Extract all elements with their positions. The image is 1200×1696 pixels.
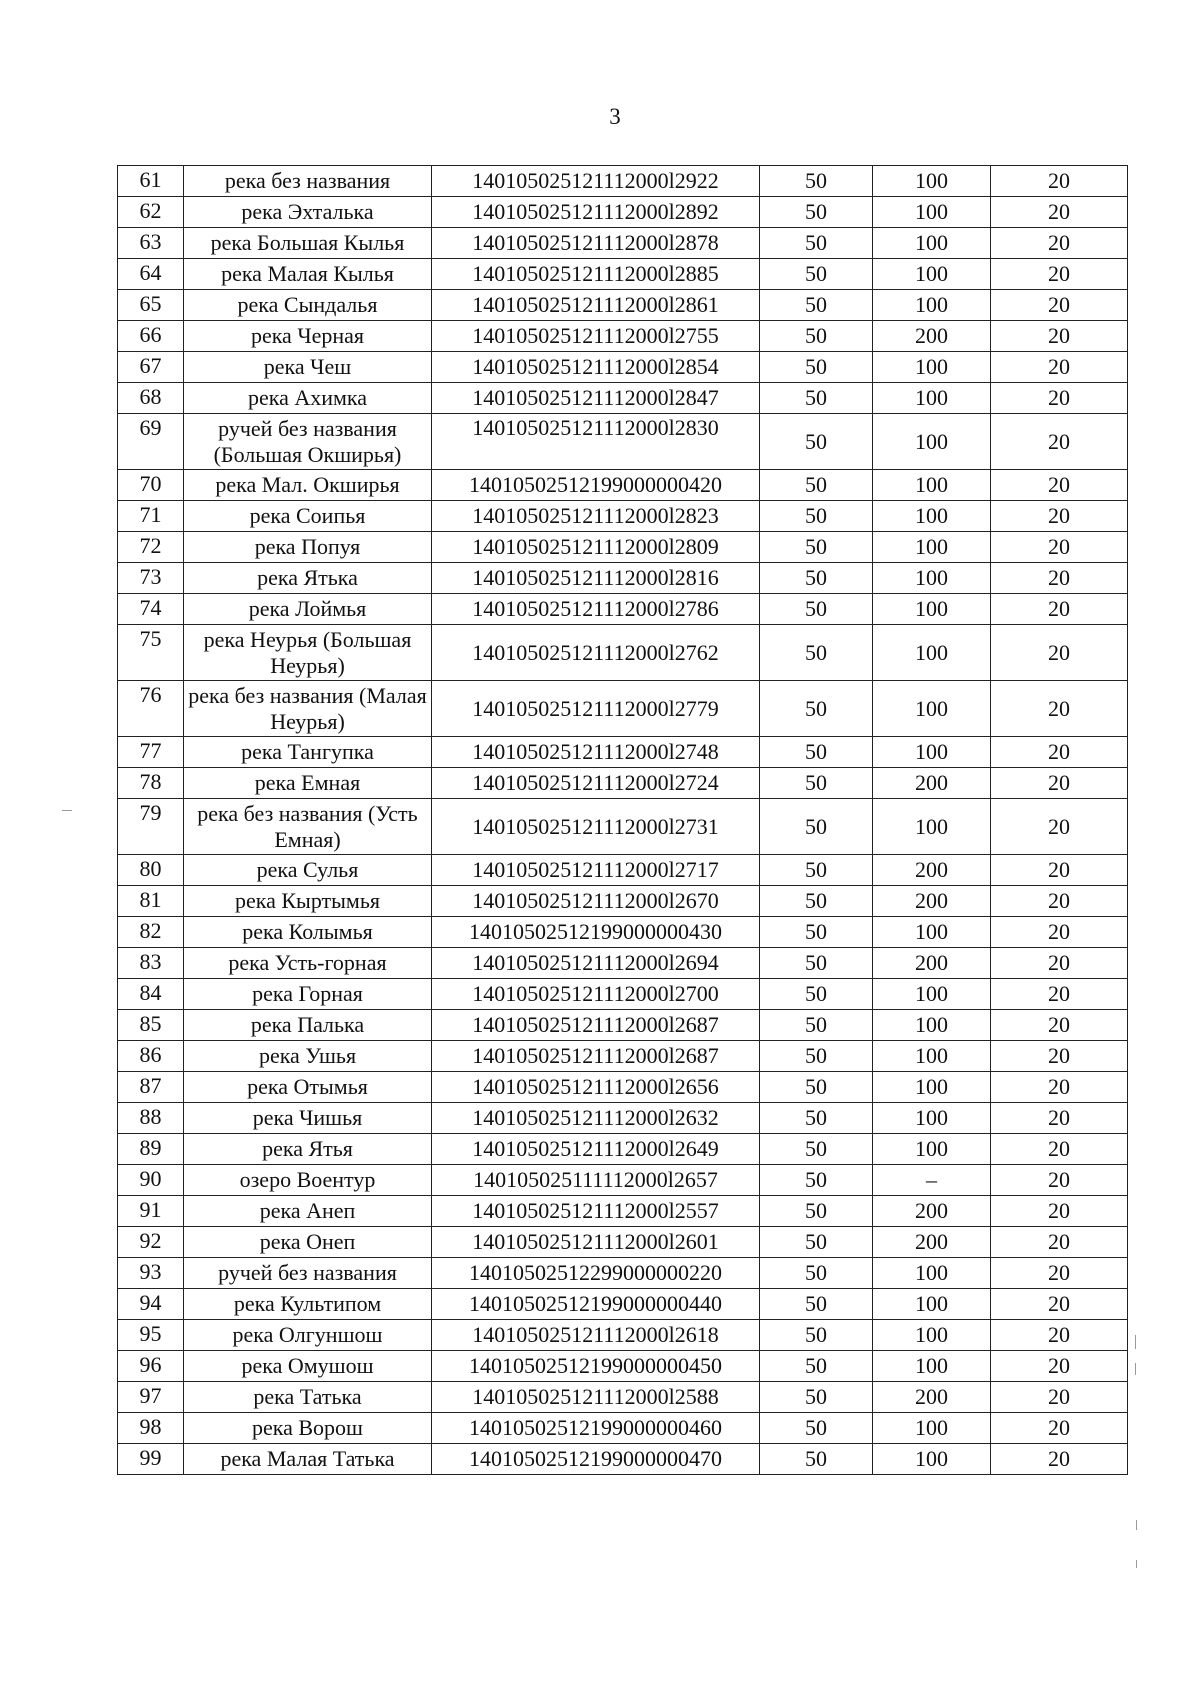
table-row — [118, 352, 1128, 383]
water-body-name: река Усть-горная — [184, 948, 432, 979]
row-number: 93 — [118, 1258, 184, 1289]
value-c: 20 — [991, 166, 1128, 197]
registry-code: 14010502512299000000220 — [432, 1258, 760, 1289]
value-a: 50 — [760, 1382, 873, 1413]
value-b: 100 — [873, 166, 991, 197]
value-b: 100 — [873, 532, 991, 563]
registry-code: 140105025121112000l2687 — [432, 1041, 760, 1072]
water-body-name: река Черная — [184, 321, 432, 352]
table-row — [118, 228, 1128, 259]
water-body-name: река Анеп — [184, 1196, 432, 1227]
table-row — [118, 737, 1128, 768]
table-row — [118, 855, 1128, 886]
value-a: 50 — [760, 166, 873, 197]
value-c: 20 — [991, 352, 1128, 383]
value-c: 20 — [991, 1351, 1128, 1382]
registry-code: 140105025121112000l2762 — [432, 625, 760, 681]
value-a: 50 — [760, 799, 873, 855]
value-a: 50 — [760, 290, 873, 321]
value-a: 50 — [760, 383, 873, 414]
value-b: 100 — [873, 1041, 991, 1072]
value-c: 20 — [991, 1382, 1128, 1413]
water-body-name: река Эхталька — [184, 197, 432, 228]
row-number: 94 — [118, 1289, 184, 1320]
value-b: 100 — [873, 352, 991, 383]
registry-code: 140105025121112000l2717 — [432, 855, 760, 886]
scan-mark — [1136, 1560, 1137, 1568]
table-row — [118, 681, 1128, 737]
value-c: 20 — [991, 1165, 1128, 1196]
water-body-name: река Чеш — [184, 352, 432, 383]
row-number: 81 — [118, 886, 184, 917]
row-number: 99 — [118, 1444, 184, 1475]
value-a: 50 — [760, 1289, 873, 1320]
value-a: 50 — [760, 948, 873, 979]
table-row — [118, 414, 1128, 470]
row-number: 69 — [118, 414, 184, 470]
row-number: 83 — [118, 948, 184, 979]
row-number: 78 — [118, 768, 184, 799]
value-b: 200 — [873, 1227, 991, 1258]
water-body-name: ручей без названия — [184, 1258, 432, 1289]
value-a: 50 — [760, 1103, 873, 1134]
value-b: 100 — [873, 563, 991, 594]
table-row — [118, 259, 1128, 290]
water-body-name: река Олгуншош — [184, 1320, 432, 1351]
scan-mark — [1135, 1335, 1136, 1349]
registry-code: 140105025121112000l2922 — [432, 166, 760, 197]
registry-code: 140105025111112000l2657 — [432, 1165, 760, 1196]
row-number: 63 — [118, 228, 184, 259]
row-number: 76 — [118, 681, 184, 737]
table-row — [118, 1196, 1128, 1227]
registry-code: 140105025121112000l2557 — [432, 1196, 760, 1227]
row-number: 92 — [118, 1227, 184, 1258]
table-row — [118, 799, 1128, 855]
value-a: 50 — [760, 352, 873, 383]
value-c: 20 — [991, 1227, 1128, 1258]
row-number: 79 — [118, 799, 184, 855]
value-b: 100 — [873, 1103, 991, 1134]
table-row — [118, 470, 1128, 501]
registry-code: 14010502512199000000470 — [432, 1444, 760, 1475]
value-c: 20 — [991, 1413, 1128, 1444]
value-a: 50 — [760, 594, 873, 625]
water-body-name: река Ахимка — [184, 383, 432, 414]
row-number: 95 — [118, 1320, 184, 1351]
value-b: 100 — [873, 917, 991, 948]
registry-code: 140105025121112000l2892 — [432, 197, 760, 228]
value-b: 100 — [873, 1320, 991, 1351]
row-number: 96 — [118, 1351, 184, 1382]
value-c: 20 — [991, 414, 1128, 470]
row-number: 61 — [118, 166, 184, 197]
registry-code: 140105025121112000l2694 — [432, 948, 760, 979]
table-row — [118, 594, 1128, 625]
row-number: 85 — [118, 1010, 184, 1041]
value-c: 20 — [991, 1258, 1128, 1289]
value-b: 200 — [873, 321, 991, 352]
value-c: 20 — [991, 768, 1128, 799]
value-b: 100 — [873, 290, 991, 321]
water-body-name: река Сындалья — [184, 290, 432, 321]
water-body-name: река Лоймья — [184, 594, 432, 625]
value-b: 200 — [873, 768, 991, 799]
water-body-name: река Большая Кылья — [184, 228, 432, 259]
value-b: 100 — [873, 501, 991, 532]
row-number: 86 — [118, 1041, 184, 1072]
value-b: 100 — [873, 1258, 991, 1289]
water-bodies-table — [117, 165, 1128, 1475]
water-body-name: река Ятька — [184, 563, 432, 594]
value-b: 200 — [873, 886, 991, 917]
table-row — [118, 166, 1128, 197]
value-a: 50 — [760, 625, 873, 681]
value-b: 100 — [873, 594, 991, 625]
row-number: 62 — [118, 197, 184, 228]
value-a: 50 — [760, 259, 873, 290]
value-a: 50 — [760, 1196, 873, 1227]
value-b: 200 — [873, 948, 991, 979]
value-a: 50 — [760, 1258, 873, 1289]
value-a: 50 — [760, 1413, 873, 1444]
registry-code: 140105025121112000l2830 — [432, 414, 760, 470]
row-number: 88 — [118, 1103, 184, 1134]
water-body-name: река Ушья — [184, 1041, 432, 1072]
value-a: 50 — [760, 532, 873, 563]
value-b: 100 — [873, 1444, 991, 1475]
value-c: 20 — [991, 1134, 1128, 1165]
water-body-name: ручей без названия (Большая Окширья) — [184, 414, 432, 470]
row-number: 84 — [118, 979, 184, 1010]
water-body-name: озеро Воентур — [184, 1165, 432, 1196]
table-row — [118, 1320, 1128, 1351]
row-number: 77 — [118, 737, 184, 768]
table-row — [118, 1103, 1128, 1134]
value-b: 100 — [873, 737, 991, 768]
registry-code: 140105025121112000l2809 — [432, 532, 760, 563]
row-number: 66 — [118, 321, 184, 352]
table-row — [118, 1010, 1128, 1041]
scan-mark — [1135, 1363, 1136, 1375]
value-b: 100 — [873, 1134, 991, 1165]
table-row — [118, 1165, 1128, 1196]
registry-code: 140105025121112000l2687 — [432, 1010, 760, 1041]
value-b: 100 — [873, 1351, 991, 1382]
value-b: – — [873, 1165, 991, 1196]
row-number: 68 — [118, 383, 184, 414]
value-c: 20 — [991, 1072, 1128, 1103]
row-number: 75 — [118, 625, 184, 681]
value-a: 50 — [760, 917, 873, 948]
registry-code: 14010502512199000000450 — [432, 1351, 760, 1382]
registry-code: 140105025121112000l2700 — [432, 979, 760, 1010]
registry-code: 140105025121112000l2786 — [432, 594, 760, 625]
value-b: 100 — [873, 470, 991, 501]
value-b: 100 — [873, 414, 991, 470]
value-c: 20 — [991, 681, 1128, 737]
registry-code: 140105025121112000l2847 — [432, 383, 760, 414]
water-body-name: река Кыртымья — [184, 886, 432, 917]
row-number: 82 — [118, 917, 184, 948]
water-body-name: река Мал. Окширья — [184, 470, 432, 501]
row-number: 70 — [118, 470, 184, 501]
row-number: 67 — [118, 352, 184, 383]
table-row — [118, 1444, 1128, 1475]
registry-code: 14010502512199000000430 — [432, 917, 760, 948]
table-row — [118, 321, 1128, 352]
water-body-name: река Татька — [184, 1382, 432, 1413]
table-row — [118, 1134, 1128, 1165]
scan-mark — [1136, 1520, 1137, 1530]
registry-code: 140105025121112000l2748 — [432, 737, 760, 768]
value-c: 20 — [991, 917, 1128, 948]
row-number: 64 — [118, 259, 184, 290]
value-a: 50 — [760, 886, 873, 917]
row-number: 73 — [118, 563, 184, 594]
water-body-name: река Тангупка — [184, 737, 432, 768]
value-a: 50 — [760, 1041, 873, 1072]
water-body-name: река Отымья — [184, 1072, 432, 1103]
value-a: 50 — [760, 768, 873, 799]
value-b: 100 — [873, 799, 991, 855]
value-c: 20 — [991, 1444, 1128, 1475]
table-row — [118, 886, 1128, 917]
table-row — [118, 625, 1128, 681]
registry-code: 140105025121112000l2588 — [432, 1382, 760, 1413]
page-number: 3 — [609, 104, 621, 129]
value-a: 50 — [760, 414, 873, 470]
value-a: 50 — [760, 855, 873, 886]
value-b: 100 — [873, 383, 991, 414]
value-a: 50 — [760, 979, 873, 1010]
value-a: 50 — [760, 1165, 873, 1196]
row-number: 98 — [118, 1413, 184, 1444]
value-c: 20 — [991, 1010, 1128, 1041]
table-row — [118, 290, 1128, 321]
registry-code: 140105025121112000l2861 — [432, 290, 760, 321]
registry-code: 140105025121112000l2601 — [432, 1227, 760, 1258]
row-number: 65 — [118, 290, 184, 321]
value-a: 50 — [760, 681, 873, 737]
value-b: 100 — [873, 979, 991, 1010]
registry-code: 140105025121112000l2656 — [432, 1072, 760, 1103]
table-row — [118, 1041, 1128, 1072]
registry-code: 140105025121112000l2632 — [432, 1103, 760, 1134]
value-c: 20 — [991, 886, 1128, 917]
value-a: 50 — [760, 228, 873, 259]
registry-code: 140105025121112000l2724 — [432, 768, 760, 799]
value-c: 20 — [991, 290, 1128, 321]
value-c: 20 — [991, 1289, 1128, 1320]
registry-code: 140105025121112000l2649 — [432, 1134, 760, 1165]
row-number: 97 — [118, 1382, 184, 1413]
water-body-name: река Колымья — [184, 917, 432, 948]
registry-code: 140105025121112000l2816 — [432, 563, 760, 594]
value-b: 200 — [873, 1382, 991, 1413]
registry-code: 14010502512199000000420 — [432, 470, 760, 501]
value-c: 20 — [991, 799, 1128, 855]
table-row — [118, 1351, 1128, 1382]
water-body-name: река без названия — [184, 166, 432, 197]
table-row — [118, 768, 1128, 799]
water-body-name: река Ятья — [184, 1134, 432, 1165]
row-number: 90 — [118, 1165, 184, 1196]
registry-code: 140105025121112000l2878 — [432, 228, 760, 259]
value-c: 20 — [991, 1320, 1128, 1351]
row-number: 91 — [118, 1196, 184, 1227]
table-row — [118, 383, 1128, 414]
value-a: 50 — [760, 737, 873, 768]
value-c: 20 — [991, 383, 1128, 414]
value-c: 20 — [991, 1041, 1128, 1072]
water-body-name: река Омушош — [184, 1351, 432, 1382]
value-a: 50 — [760, 1351, 873, 1382]
value-a: 50 — [760, 197, 873, 228]
water-body-name: река Малая Кылья — [184, 259, 432, 290]
row-number: 72 — [118, 532, 184, 563]
water-body-name: река Культипом — [184, 1289, 432, 1320]
value-a: 50 — [760, 1134, 873, 1165]
value-a: 50 — [760, 1227, 873, 1258]
value-b: 100 — [873, 1010, 991, 1041]
value-a: 50 — [760, 1444, 873, 1475]
value-c: 20 — [991, 228, 1128, 259]
table-row — [118, 948, 1128, 979]
value-a: 50 — [760, 1320, 873, 1351]
value-c: 20 — [991, 1196, 1128, 1227]
water-body-name: река Ворош — [184, 1413, 432, 1444]
value-c: 20 — [991, 737, 1128, 768]
value-b: 100 — [873, 197, 991, 228]
water-body-name: река без названия (Усть Емная) — [184, 799, 432, 855]
row-number: 71 — [118, 501, 184, 532]
value-c: 20 — [991, 979, 1128, 1010]
value-b: 200 — [873, 1196, 991, 1227]
water-body-name: река Соипья — [184, 501, 432, 532]
value-c: 20 — [991, 625, 1128, 681]
value-c: 20 — [991, 321, 1128, 352]
value-c: 20 — [991, 855, 1128, 886]
table-row — [118, 532, 1128, 563]
value-b: 100 — [873, 259, 991, 290]
registry-code: 140105025121112000l2854 — [432, 352, 760, 383]
value-b: 100 — [873, 681, 991, 737]
value-b: 200 — [873, 855, 991, 886]
value-b: 100 — [873, 1413, 991, 1444]
table-row — [118, 197, 1128, 228]
water-body-name: река Неурья (Большая Неурья) — [184, 625, 432, 681]
table-row — [118, 1258, 1128, 1289]
value-c: 20 — [991, 501, 1128, 532]
value-c: 20 — [991, 259, 1128, 290]
row-number: 87 — [118, 1072, 184, 1103]
value-b: 100 — [873, 1289, 991, 1320]
value-b: 100 — [873, 625, 991, 681]
value-a: 50 — [760, 321, 873, 352]
registry-code: 140105025121112000l2885 — [432, 259, 760, 290]
table-row — [118, 1227, 1128, 1258]
water-body-name: река Попуя — [184, 532, 432, 563]
registry-code: 140105025121112000l2779 — [432, 681, 760, 737]
registry-code: 14010502512199000000440 — [432, 1289, 760, 1320]
water-body-name: река Малая Татька — [184, 1444, 432, 1475]
value-b: 100 — [873, 1072, 991, 1103]
value-c: 20 — [991, 197, 1128, 228]
water-body-name: река Палька — [184, 1010, 432, 1041]
registry-code: 14010502512199000000460 — [432, 1413, 760, 1444]
table-row — [118, 1382, 1128, 1413]
value-a: 50 — [760, 1072, 873, 1103]
registry-code: 140105025121112000l2755 — [432, 321, 760, 352]
value-c: 20 — [991, 594, 1128, 625]
water-body-name: река Емная — [184, 768, 432, 799]
registry-code: 140105025121112000l2670 — [432, 886, 760, 917]
table-row — [118, 917, 1128, 948]
value-c: 20 — [991, 563, 1128, 594]
table-row — [118, 1289, 1128, 1320]
registry-code: 140105025121112000l2618 — [432, 1320, 760, 1351]
table-row — [118, 979, 1128, 1010]
registry-code: 140105025121112000l2823 — [432, 501, 760, 532]
table-row — [118, 1413, 1128, 1444]
value-a: 50 — [760, 470, 873, 501]
water-body-name: река Онеп — [184, 1227, 432, 1258]
table-row — [118, 501, 1128, 532]
table-row — [118, 1072, 1128, 1103]
row-number: 80 — [118, 855, 184, 886]
value-a: 50 — [760, 1010, 873, 1041]
table-row — [118, 563, 1128, 594]
scan-mark — [62, 810, 72, 811]
value-c: 20 — [991, 1103, 1128, 1134]
row-number: 89 — [118, 1134, 184, 1165]
value-c: 20 — [991, 470, 1128, 501]
water-body-name: река Сулья — [184, 855, 432, 886]
value-c: 20 — [991, 948, 1128, 979]
row-number: 74 — [118, 594, 184, 625]
water-body-name: река Чишья — [184, 1103, 432, 1134]
registry-code: 140105025121112000l2731 — [432, 799, 760, 855]
value-a: 50 — [760, 501, 873, 532]
value-b: 100 — [873, 228, 991, 259]
water-body-name: река Горная — [184, 979, 432, 1010]
value-c: 20 — [991, 532, 1128, 563]
value-a: 50 — [760, 563, 873, 594]
water-body-name: река без названия (Малая Неурья) — [184, 681, 432, 737]
table-body — [118, 166, 1128, 1475]
